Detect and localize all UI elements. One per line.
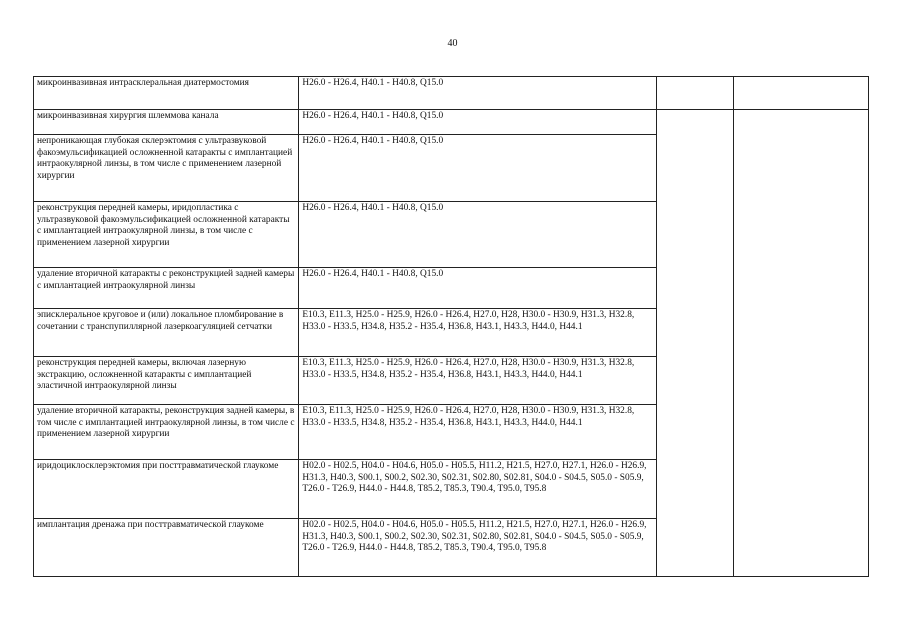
table-row bbox=[34, 77, 869, 110]
diagnosis-codes-cell: H02.0 - H02.5, H04.0 - H04.6, H05.0 - H05.5, H11.2, H21.5, H27.0, H27.1, H26.0 - H26.9, H31.3, H40.3, S00.1, S00.2, S02.30, S02.31, S02.80, S02.81, S04.0 - S04.5, S05.0 - S05.9, T26.0 - T26.9, H44.0 - H44.8, T85.2, T85.3, T90.4, T95.0, T95.8 bbox=[299, 460, 656, 519]
procedure-cell: микроинвазивная интрасклеральная диатермостомия bbox=[34, 77, 299, 110]
procedures-table bbox=[33, 76, 869, 577]
table-row bbox=[34, 110, 869, 135]
diagnosis-codes-cell: H02.0 - H02.5, H04.0 - H04.6, H05.0 - H05.5, H11.2, H21.5, H27.0, H27.1, H26.0 - H26.9, H31.3, H40.3, S00.1, S00.2, S02.30, S02.31, S02.80, S02.81, S04.0 - S04.5, S05.0 - S05.9, T26.0 - T26.9, H44.0 - H44.8, T85.2, T85.3, T90.4, T95.0, T95.8 bbox=[299, 519, 656, 577]
diagnosis-codes-cell: E10.3, E11.3, H25.0 - H25.9, H26.0 - H26.4, H27.0, H28, H30.0 - H30.9, H31.3, H32.8, H33.0 - H33.5, H34.8, H35.2 - H35.4, H36.8, H43.1, H43.3, H44.0, H44.1 bbox=[299, 405, 656, 460]
page-number: 40 bbox=[447, 38, 458, 49]
procedure-cell: эписклеральное круговое и (или) локальное пломбирование в сочетании с транспупиллярной лазеркоагуляцией сетчатки bbox=[34, 309, 299, 357]
diagnosis-codes-cell: E10.3, E11.3, H25.0 - H25.9, H26.0 - H26.4, H27.0, H28, H30.0 - H30.9, H31.3, H32.8, H33.0 - H33.5, H34.8, H35.2 - H35.4, H36.8, H43.1, H43.3, H44.0, H44.1 bbox=[299, 309, 656, 357]
procedure-cell: иридоциклосклерэктомия при посттравматической глаукоме bbox=[34, 460, 299, 519]
procedure-cell: имплантация дренажа при посттравматической глаукоме bbox=[34, 519, 299, 577]
empty-cell bbox=[733, 77, 868, 110]
procedure-cell: удаление вторичной катаракты, реконструкция задней камеры, в том числе с имплантацией интраокулярной линзы, в том числе с применением лазерной хирургии bbox=[34, 405, 299, 460]
empty-cell bbox=[656, 77, 733, 110]
procedure-cell: непроникающая глубокая склерэктомия с ультразвуковой факоэмульсификацией осложненной катаракты с имплантацией интраокулярной линзы, в том числе с применением лазерной хирургии bbox=[34, 135, 299, 202]
merged-empty-cell bbox=[656, 110, 733, 577]
diagnosis-codes-cell: H26.0 - H26.4, H40.1 - H40.8, Q15.0 bbox=[299, 202, 656, 268]
diagnosis-codes-cell: E10.3, E11.3, H25.0 - H25.9, H26.0 - H26.4, H27.0, H28, H30.0 - H30.9, H31.3, H32.8, H33.0 - H33.5, H34.8, H35.2 - H35.4, H36.8, H43.1, H43.3, H44.0, H44.1 bbox=[299, 357, 656, 405]
procedure-cell: микроинвазивная хирургия шлеммова канала bbox=[34, 110, 299, 135]
diagnosis-codes-cell: H26.0 - H26.4, H40.1 - H40.8, Q15.0 bbox=[299, 135, 656, 202]
procedure-cell: удаление вторичной катаракты с реконструкцией задней камеры с имплантацией интраокулярной линзы bbox=[34, 268, 299, 309]
merged-empty-cell bbox=[733, 110, 868, 577]
diagnosis-codes-cell: H26.0 - H26.4, H40.1 - H40.8, Q15.0 bbox=[299, 268, 656, 309]
procedure-cell: реконструкция передней камеры, иридопластика с ультразвуковой факоэмульсификацией осложненной катаракты с имплантацией интраокулярной линзы, в том числе с применением лазерной хирургии bbox=[34, 202, 299, 268]
procedure-cell: реконструкция передней камеры, включая лазерную экстракцию, осложненной катаракты с имплантацией эластичной интраокулярной линзы bbox=[34, 357, 299, 405]
diagnosis-codes-cell: H26.0 - H26.4, H40.1 - H40.8, Q15.0 bbox=[299, 110, 656, 135]
diagnosis-codes-cell: H26.0 - H26.4, H40.1 - H40.8, Q15.0 bbox=[299, 77, 656, 110]
